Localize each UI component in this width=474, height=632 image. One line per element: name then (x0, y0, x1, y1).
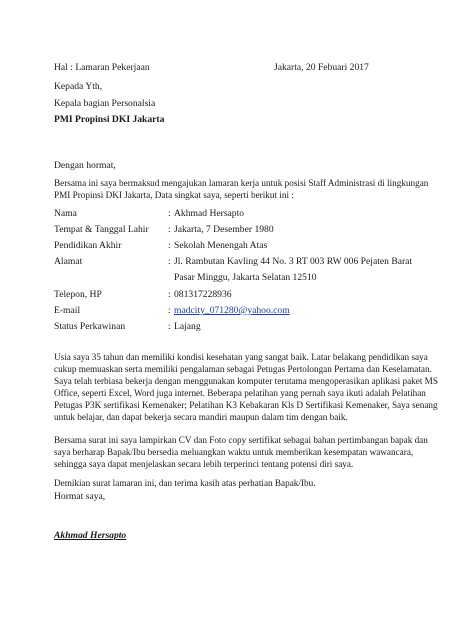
field-colon: : (168, 289, 171, 300)
field-value-phone: 081317228936 (174, 289, 232, 300)
closing: Hormat saya, (54, 491, 106, 502)
field-colon: : (168, 240, 171, 251)
signature-name: Akhmad Hersapto (54, 530, 127, 541)
paragraph-line: untuk belajar, dan dapat bekerja secara mandiri maupun dalam tim dengan baik. (54, 412, 348, 423)
greeting: Dengan hormat, (54, 160, 116, 171)
field-label-address: Alamat (54, 256, 83, 267)
field-colon: : (168, 321, 171, 332)
paragraph-line: Petugas P3K sertifikasi Kemenaker; Pelatihan K3 Kebakaran Kls D Sertifikasi Kemenaker, Saya senang (54, 400, 438, 411)
field-value-education: Sekolah Menengah Atas (174, 240, 268, 251)
letter-place-date: Jakarta, 20 Febuari 2017 (274, 62, 369, 73)
paragraph-line: Usia saya 35 tahun dan memiliki kondisi kesehatan yang sangat baik. Latar belakang pendidikan saya (54, 352, 428, 362)
field-value-birth: Jakarta, 7 Desember 1980 (174, 224, 274, 235)
field-colon: : (168, 208, 171, 219)
field-label-name: Nama (54, 208, 77, 219)
paragraph-line: Office, seperti Excel, Word juga internet. Beberapa pelatihan yang pernah saya ikuti adalah Pelatihan (54, 388, 426, 399)
intro-line: PMI Propinsi DKI Jakarta, Data singkat saya, seperti berikut ini : (54, 190, 294, 201)
intro-paragraph (54, 177, 429, 201)
field-colon: : (168, 224, 171, 235)
letter-subject: Hal : Lamaran Pekerjaan (54, 62, 150, 73)
body-paragraph-3 (54, 477, 426, 489)
field-value-name: Akhmad Hersapto (174, 208, 245, 219)
recipient-company: PMI Propinsi DKI Jakarta (54, 114, 165, 125)
email-link[interactable]: madcity_071280@yahoo.com (174, 305, 290, 316)
recipient-salutation: Kepada Yth, (54, 81, 103, 92)
body-paragraph-2 (54, 434, 426, 470)
paragraph-line: sehingga saya dapat menjelaskan secara lebih terperinci tentang potensi diri saya. (54, 459, 354, 470)
field-colon: : (168, 305, 171, 316)
paragraph-line: cukup memuaskan serta memiliki pengalaman sebagai Petugas Pertolongan Pertama dan Keselamatan. (54, 364, 432, 375)
field-label-education: Pendidikan Akhir (54, 240, 122, 251)
paragraph-line: Demikian surat lamaran ini, dan terima kasih atas perhatian Bapak/Ibu. (54, 478, 316, 488)
field-value-address: Jl. Rambutan Kavling 44 No. 3 RT 003 RW 006 Pejaten Barat (174, 256, 413, 267)
field-label-marital-status: Status Perkawinan (54, 321, 126, 332)
field-colon: : (168, 256, 171, 267)
paragraph-line: saya berharap Bapak/Ibu bersedia meluangkan waktu untuk memberikan kesempatan wawancara, (54, 447, 414, 458)
field-value-marital-status: Lajang (174, 321, 201, 332)
field-label-birth: Tempat & Tanggal Lahir (54, 224, 149, 235)
recipient-role: Kepala bagian Personalsia (54, 98, 156, 109)
field-label-email: E-mail (54, 305, 81, 316)
paragraph-line: Bersama surat ini saya lampirkan CV dan Foto copy sertifikat sebagai bahan pertimbangan bapak dan (54, 435, 428, 445)
field-value-address-line2: Pasar Minggu, Jakarta Selatan 12510 (174, 272, 317, 283)
paragraph-line: Saya telah terbiasa bekerja dengan menggunakan komputer terutama mengoperasikan aplikasi paket MS (54, 376, 438, 387)
intro-line: Bersama ini saya bermaksud mengajukan lamaran kerja untuk posisi Staff Administrasi di lingkungan (54, 178, 429, 188)
body-paragraph-1 (54, 351, 438, 424)
field-label-phone: Telepon, HP (54, 289, 102, 300)
